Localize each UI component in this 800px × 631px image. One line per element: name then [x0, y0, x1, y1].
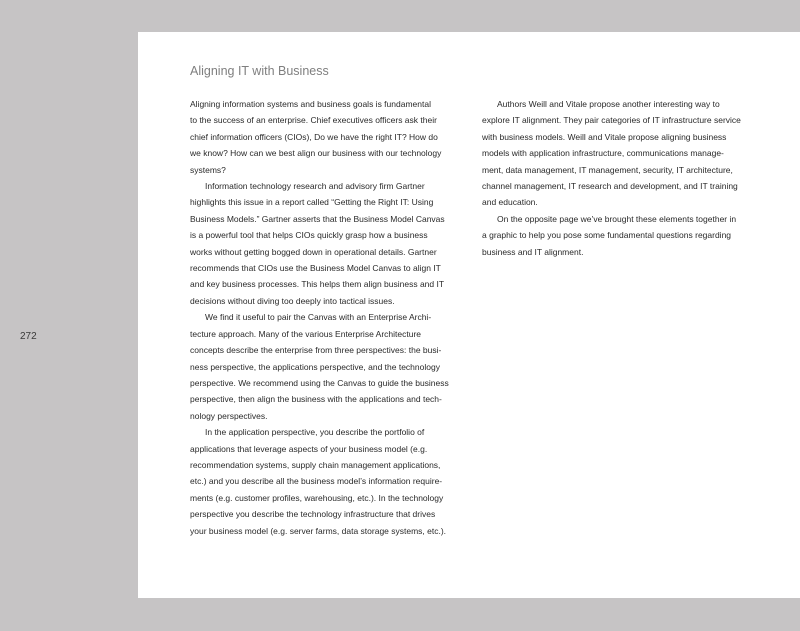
text-line: In the application perspective, you describe the portfolio of [205, 427, 425, 438]
text-line: channel management, IT research and development, and IT training [482, 181, 738, 192]
right-text-column [482, 96, 741, 260]
text-line: On the opposite page we’ve brought these elements together in [497, 213, 737, 224]
text-line: Business Models.” Gartner asserts that the Business Model Canvas [190, 213, 445, 224]
page-number: 272 [20, 331, 37, 342]
text-line: models with application infrastructure, communications manage- [482, 148, 724, 159]
text-line: a graphic to help you pose some fundamental questions regarding [482, 230, 732, 241]
text-line: We find it useful to pair the Canvas with an Enterprise Archi- [205, 312, 432, 323]
text-line: to the success of an enterprise. Chief executives officers ask their [190, 115, 437, 126]
text-line: highlights this issue in a report called “Getting the Right IT: Using [190, 197, 434, 208]
text-line: ness perspective, the applications perspective, and the technology [190, 361, 440, 372]
text-line: we know? How can we best align our business with our technology [190, 148, 442, 159]
text-line: applications that leverage aspects of your business model (e.g. [190, 443, 428, 454]
text-line: recommendation systems, supply chain management applications, [190, 459, 441, 470]
text-line: and key business processes. This helps them align business and IT [190, 279, 445, 290]
text-line: perspective. We recommend using the Canvas to guide the business [190, 377, 449, 388]
text-line: ments (e.g. customer profiles, warehousing, etc.). In the technology [190, 492, 444, 503]
running-title: Aligning IT with Business [190, 64, 329, 78]
text-line: Authors Weill and Vitale propose another interesting way to [497, 99, 720, 109]
text-line: recommends that CIOs use the Business Model Canvas to align IT [190, 263, 441, 274]
text-line: nology perspectives. [190, 410, 268, 421]
text-line: Information technology research and advisory firm Gartner [205, 181, 425, 192]
text-line: your business model (e.g. server farms, data storage systems, etc.). [190, 525, 447, 536]
text-line: chief information officers (CIOs), Do we have the right IT? How do [190, 131, 438, 142]
left-text-column [190, 96, 449, 539]
text-line: explore IT alignment. They pair categories of IT infrastructure service [482, 115, 741, 126]
text-line: concepts describe the enterprise from three perspectives: the busi- [190, 345, 442, 356]
text-line: with business models. Weill and Vitale propose aligning business [482, 131, 727, 142]
text-line: business and IT alignment. [482, 246, 584, 257]
text-line: systems? [190, 164, 226, 175]
text-line: perspective, then align the business with the applications and tech- [190, 394, 442, 405]
text-line: ment, data management, IT management, security, IT architecture, [482, 164, 733, 175]
text-line: is a powerful tool that helps CIOs quickly grasp how a business [190, 230, 428, 241]
text-line: Aligning information systems and business goals is fundamental [190, 99, 431, 109]
text-line: tecture approach. Many of the various Enterprise Architecture [190, 328, 422, 339]
text-line: etc.) and you describe all the business model’s information require- [190, 476, 443, 487]
text-line: works without getting bogged down in operational details. Gartner [190, 246, 437, 257]
text-line: decisions without diving too deeply into tactical issues. [190, 295, 395, 306]
text-line: perspective you describe the technology infrastructure that drives [190, 509, 436, 520]
text-line: and education. [482, 197, 538, 208]
